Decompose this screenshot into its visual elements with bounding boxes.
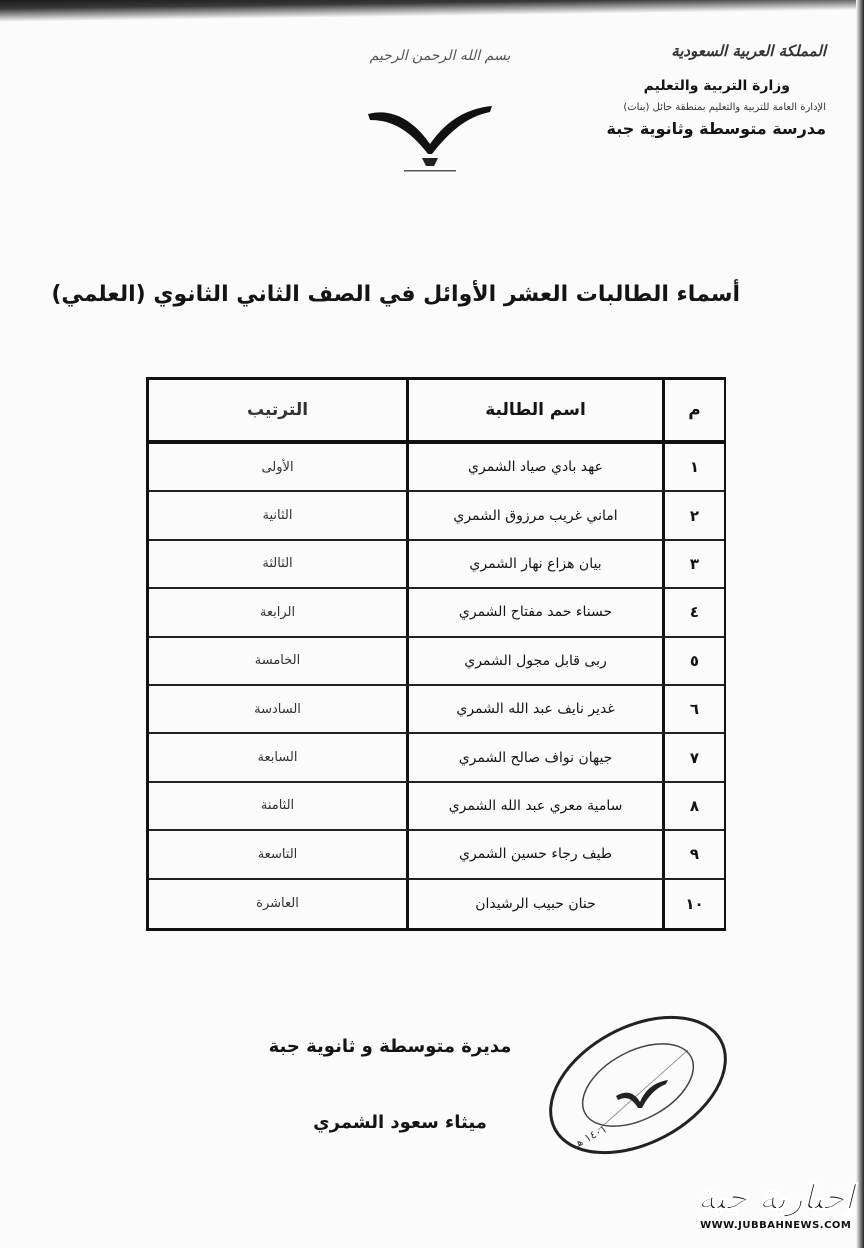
letterhead-ministry: وزارة التربية والتعليم xyxy=(643,78,790,94)
row-number: ٨ xyxy=(662,783,724,829)
row-student-name: جيهان نواف صالح الشمري xyxy=(406,734,662,780)
row-number: ٦ xyxy=(662,686,724,732)
header-student-name: اسم الطالبة xyxy=(406,380,662,440)
row-number: ٩ xyxy=(662,831,724,877)
row-rank: السابعة xyxy=(257,750,298,766)
stamp-date: ١٤٠١ هـ xyxy=(571,1122,610,1151)
row-rank: الرابعة xyxy=(259,604,296,620)
school-stamp-icon xyxy=(538,1010,738,1160)
header-rank: الترتيب xyxy=(246,400,309,420)
row-rank: الثانية xyxy=(262,508,293,524)
row-number: ٢ xyxy=(662,492,724,538)
table-row xyxy=(149,783,724,831)
header-number: م xyxy=(662,380,724,440)
scan-edge-top xyxy=(0,0,864,22)
row-student-name: حسناء حمد مفتاح الشمري xyxy=(406,589,662,635)
row-number: ٣ xyxy=(662,541,724,587)
row-rank: العاشرة xyxy=(256,896,299,912)
row-rank: الثالثة xyxy=(262,556,293,572)
row-rank: الخامسة xyxy=(254,653,301,669)
scan-edge-right xyxy=(856,0,864,1248)
document-title: أسماء الطالبات العشر الأوائل في الصف الثاني الثانوي (العلمي) xyxy=(51,282,740,307)
row-student-name: بيان هزاع نهار الشمري xyxy=(406,541,662,587)
row-number: ٥ xyxy=(662,638,724,684)
table-row xyxy=(149,686,724,734)
table-row xyxy=(149,589,724,637)
news-watermark xyxy=(697,1176,854,1231)
row-student-name: ربى قابل مجول الشمري xyxy=(406,638,662,684)
row-number: ٤ xyxy=(662,589,724,635)
table-row xyxy=(149,492,724,540)
table-header-row xyxy=(149,380,724,444)
row-student-name: غدير نايف عبد الله الشمري xyxy=(406,686,662,732)
ministry-logo-icon xyxy=(360,96,500,176)
row-rank: السادسة xyxy=(254,701,301,717)
basmala: بسم الله الرحمن الرحيم xyxy=(369,48,511,64)
letterhead xyxy=(586,42,826,138)
principal-title: مديرة متوسطة و ثانوية جبة xyxy=(268,1036,512,1057)
row-number: ٧ xyxy=(662,734,724,780)
row-student-name: اماني غريب مرزوق الشمري xyxy=(406,492,662,538)
table-row xyxy=(149,541,724,589)
row-rank: الأولى xyxy=(261,459,294,475)
row-student-name: طيف رجاء حسين الشمري xyxy=(406,831,662,877)
students-table xyxy=(146,377,726,931)
table-row xyxy=(149,880,724,928)
row-number: ١٠ xyxy=(662,880,724,928)
row-student-name: حنان حبيب الرشيدان xyxy=(406,880,662,928)
table-row xyxy=(149,831,724,879)
row-student-name: سامية معري عبد الله الشمري xyxy=(406,783,662,829)
row-student-name: عهد بادي صياد الشمري xyxy=(406,444,662,490)
letterhead-kingdom: المملكة العربية السعودية xyxy=(671,42,826,60)
row-rank: الثامنة xyxy=(260,798,295,814)
table-row xyxy=(149,638,724,686)
watermark-title: إخبارية جبة xyxy=(697,1178,854,1218)
watermark-url: WWW.JUBBAHNEWS.COM xyxy=(700,1220,852,1231)
principal-name: ميثاء سعود الشمري xyxy=(313,1112,487,1133)
table-row xyxy=(149,444,724,492)
letterhead-administration: الإدارة العامة للتربية والتعليم بمنطقة حائل (بنات) xyxy=(623,102,826,113)
row-number: ١ xyxy=(662,444,724,490)
row-rank: التاسعة xyxy=(257,846,298,862)
table-row xyxy=(149,734,724,782)
letterhead-school: مدرسة متوسطة وثانوية جبة xyxy=(606,119,826,138)
